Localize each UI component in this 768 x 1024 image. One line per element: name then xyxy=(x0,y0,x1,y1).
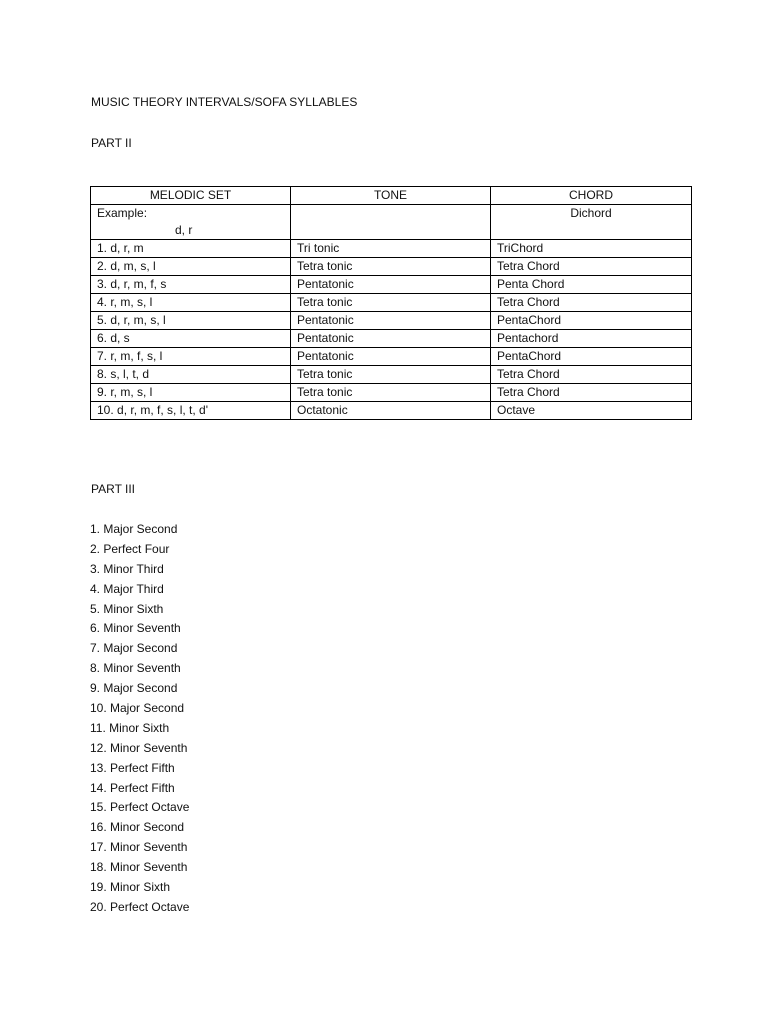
table-row xyxy=(91,294,692,312)
chord-cell: Tetra Chord xyxy=(491,294,692,312)
table-row xyxy=(91,348,692,366)
interval-answer-item: 14. Perfect Fifth xyxy=(90,780,175,795)
melodic-set-cell: 1. d, r, m xyxy=(91,240,291,258)
part-ii-heading: PART II xyxy=(91,136,132,150)
table-header xyxy=(91,187,692,205)
table-row xyxy=(91,258,692,276)
interval-answer-item: 20. Perfect Octave xyxy=(90,899,190,914)
table-row-example xyxy=(91,205,692,240)
chord-cell: Tetra Chord xyxy=(491,258,692,276)
melodic-set-cell: 7. r, m, f, s, l xyxy=(91,348,291,366)
interval-answer-item: 7. Major Second xyxy=(90,641,178,656)
table-row xyxy=(91,366,692,384)
table-body xyxy=(91,205,692,420)
tone-cell: Octatonic xyxy=(291,402,491,420)
interval-answers-list xyxy=(90,520,189,918)
interval-answer-item: 17. Minor Seventh xyxy=(90,840,188,855)
table-row xyxy=(91,402,692,420)
chord-cell: PentaChord xyxy=(491,348,692,366)
tone-cell: Tetra tonic xyxy=(291,384,491,402)
melodic-set-cell: 6. d, s xyxy=(91,330,291,348)
table-row xyxy=(91,384,692,402)
interval-answer-item: 5. Minor Sixth xyxy=(90,601,164,616)
interval-answer-item: 11. Minor Sixth xyxy=(90,720,170,735)
tone-cell: Tri tonic xyxy=(291,240,491,258)
tone-cell: Pentatonic xyxy=(291,312,491,330)
interval-answer-item: 18. Minor Seventh xyxy=(90,860,188,875)
example-tone-cell xyxy=(291,205,491,240)
example-set-cell xyxy=(91,205,291,240)
header-tone: TONE xyxy=(291,187,491,205)
interval-answer-item: 9. Major Second xyxy=(90,681,178,696)
example-chord-cell xyxy=(491,205,692,240)
chord-cell: Tetra Chord xyxy=(491,384,692,402)
header-melodic-set: MELODIC SET xyxy=(91,187,291,205)
table-row xyxy=(91,276,692,294)
interval-answer-item: 19. Minor Sixth xyxy=(90,880,171,895)
tone-cell: Tetra tonic xyxy=(291,294,491,312)
interval-answer-item: 4. Major Third xyxy=(90,581,164,596)
header-chord: CHORD xyxy=(491,187,692,205)
chord-cell: Octave xyxy=(491,402,692,420)
tone-cell: Pentatonic xyxy=(291,330,491,348)
interval-answer-item: 16. Minor Second xyxy=(90,820,185,835)
interval-answer-item: 8. Minor Seventh xyxy=(90,661,181,676)
interval-answer-item: 15. Perfect Octave xyxy=(90,800,190,815)
interval-answer-item: 2. Perfect Four xyxy=(90,541,170,556)
tone-cell: Pentatonic xyxy=(291,348,491,366)
interval-answer-item: 12. Minor Seventh xyxy=(90,740,188,755)
example-set: d, r xyxy=(175,223,193,237)
melodic-set-cell: 5. d, r, m, s, l xyxy=(91,312,291,330)
table-row xyxy=(91,240,692,258)
melodic-set-cell: 3. d, r, m, f, s xyxy=(91,276,291,294)
table-row xyxy=(91,330,692,348)
interval-answer-item: 1. Major Second xyxy=(90,522,178,536)
chord-cell: Penta Chord xyxy=(491,276,692,294)
table-header-row xyxy=(91,187,692,205)
table-row xyxy=(91,312,692,330)
interval-answer-item: 3. Minor Third xyxy=(90,561,164,576)
chord-cell: Tetra Chord xyxy=(491,366,692,384)
part-iii-heading: PART III xyxy=(91,482,136,496)
document-title: MUSIC THEORY INTERVALS/SOFA SYLLABLES xyxy=(91,95,358,109)
chord-cell: TriChord xyxy=(491,240,692,258)
interval-answer-item: 10. Major Second xyxy=(90,701,185,716)
chord-cell: Pentachord xyxy=(491,330,692,348)
chord-cell: PentaChord xyxy=(491,312,692,330)
melodic-set-table xyxy=(90,186,692,420)
tone-cell: Tetra tonic xyxy=(291,366,491,384)
example-label: Example: xyxy=(97,206,148,220)
melodic-set-cell: 2. d, m, s, l xyxy=(91,258,291,276)
melodic-set-cell: 4. r, m, s, l xyxy=(91,294,291,312)
melodic-set-cell: 10. d, r, m, f, s, l, t, d' xyxy=(91,402,291,420)
melodic-set-cell: 9. r, m, s, l xyxy=(91,384,291,402)
interval-answer-item: 6. Minor Seventh xyxy=(90,621,181,636)
tone-cell: Pentatonic xyxy=(291,276,491,294)
melodic-set-cell: 8. s, l, t, d xyxy=(91,366,291,384)
interval-answer-item: 13. Perfect Fifth xyxy=(90,760,175,775)
tone-cell: Tetra tonic xyxy=(291,258,491,276)
example-chord: Dichord xyxy=(570,206,612,220)
